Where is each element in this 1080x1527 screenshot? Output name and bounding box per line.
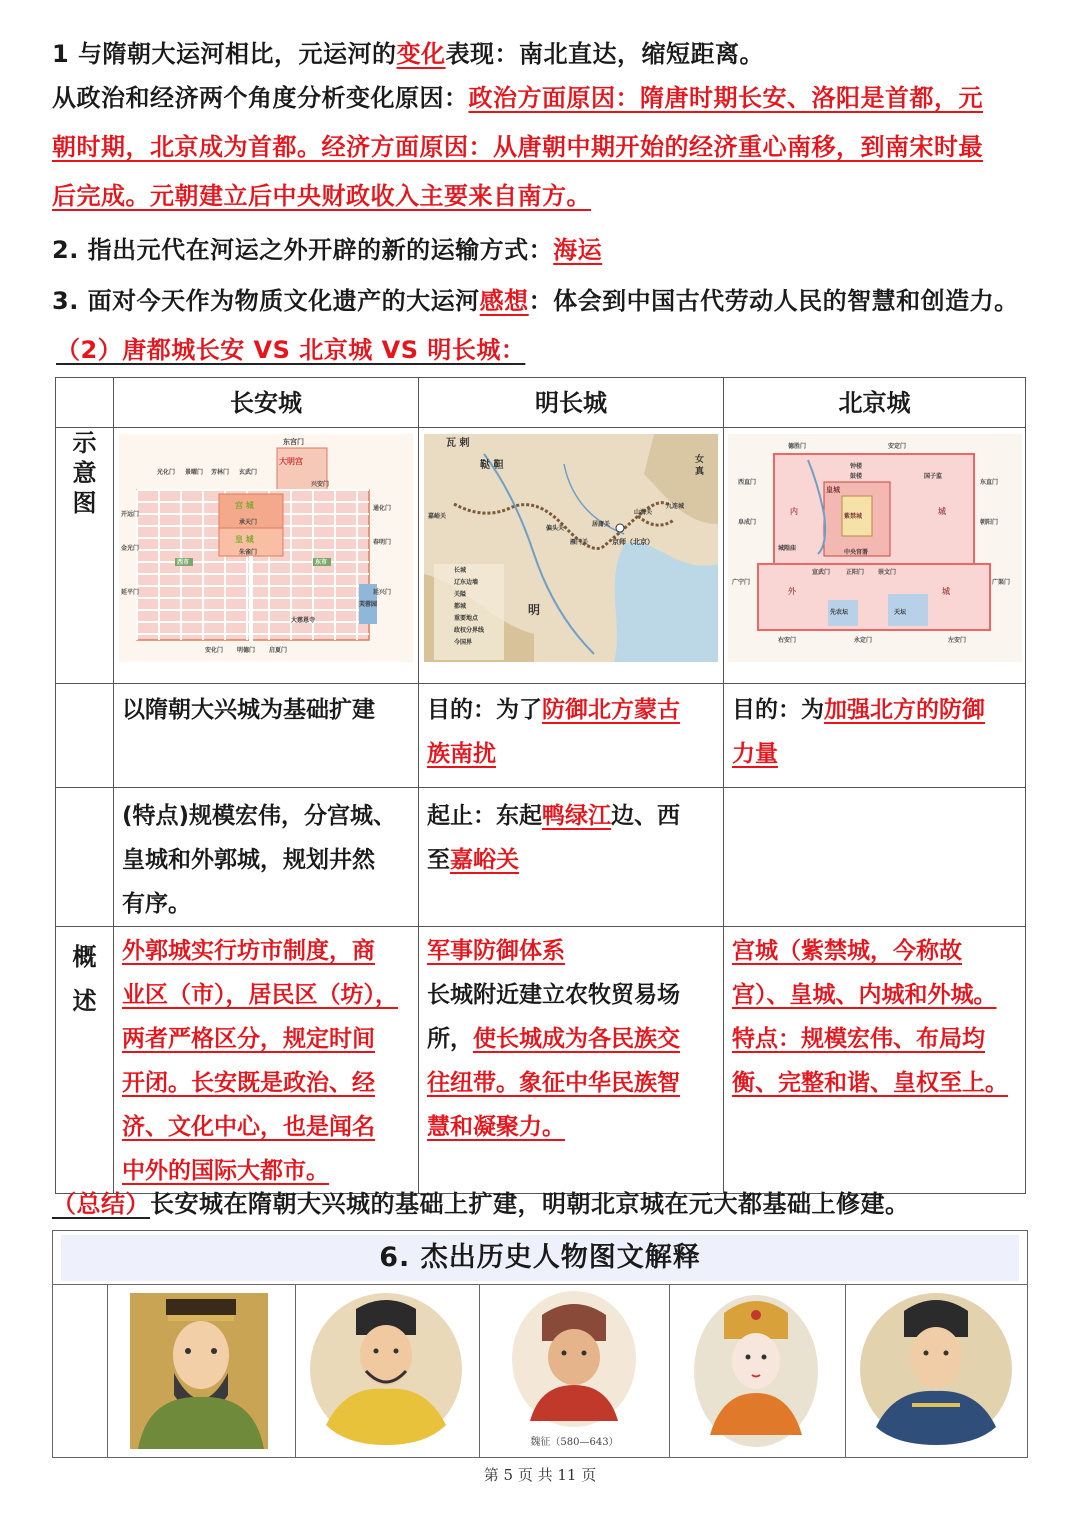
question-2 (52, 230, 602, 265)
bj-label-12: 右安门 (777, 637, 796, 644)
changan-purpose-text: 以隋朝大兴城为基础扩建 (122, 697, 375, 723)
changan-overview-line-4: 济、文化中心，也是闻名 (122, 1114, 375, 1140)
greatwall-map-svg (424, 434, 718, 662)
portrait-cell-2 (295, 1285, 479, 1457)
gw-overview-3-answer: 使长城成为各民族交 (473, 1026, 680, 1052)
gw-label-9: 雁门关 (570, 539, 589, 546)
beijing-overview-line-2: 特点：规模宏伟、布局均 (732, 1026, 985, 1052)
gw-legend-1: 辽东边墙 (454, 579, 479, 586)
gw-feature-prefix: 起止：东起 (427, 803, 542, 829)
gw-label-7: 京师（北京） (612, 538, 654, 546)
reasons-answer-3: 后完成。元朝建立后中央财政收入主要来自南方。 (52, 182, 591, 210)
gw-legend-2: 关隘 (454, 591, 467, 598)
changan-label-7: 宫 城 (235, 501, 254, 510)
gw-label-10: 明 (528, 603, 541, 617)
bj-label-22: 天坛 (893, 609, 906, 616)
changan-map-cell (114, 428, 419, 684)
bj-label-19: 城 (937, 507, 946, 516)
gw-legend-4: 重要地点 (454, 615, 479, 622)
bj-label-5: 朝阳门 (979, 519, 998, 526)
portrait-cell-wuzetian (669, 1285, 845, 1457)
portrait-cell-5 (845, 1285, 1026, 1457)
changan-purpose (114, 684, 419, 788)
changan-overview-lines (122, 927, 410, 1193)
changan-overview-line-2: 两者严格区分，规定时间 (122, 1026, 375, 1052)
changan-label-16: 通化门 (373, 505, 392, 512)
row-label-overview-text (56, 927, 113, 1023)
row-label-char: 概 (72, 943, 97, 971)
changan-label-10: 朱雀门 (239, 549, 258, 556)
changan-map (119, 434, 413, 662)
beijing-purpose (724, 684, 1026, 788)
bj-label-14: 钟楼 (849, 463, 862, 470)
comparison-table (55, 377, 1026, 1194)
q1-suffix: 表现：南北直达，缩短距离。 (445, 40, 765, 68)
gw-overview-1: 军事防御体系 (427, 938, 565, 964)
summary-line (52, 1184, 910, 1219)
header-corner (56, 378, 114, 428)
changan-feature-3: 有序。 (122, 891, 191, 917)
greatwall-map-cell (419, 428, 724, 684)
row-label-overview (56, 927, 114, 1194)
changan-feature (114, 788, 419, 927)
changan-map-svg (119, 434, 413, 662)
changan-label-3: 景曜门 (185, 469, 204, 476)
changan-label-15: 延兴门 (373, 589, 392, 596)
question-3 (52, 281, 1019, 316)
table-header-row (56, 378, 1026, 428)
row-label-char: 图 (72, 489, 97, 517)
q2-answer: 海运 (553, 236, 603, 264)
subheading: （2）唐都城长安 VS 北京城 VS 明长城： (56, 336, 526, 364)
changan-overview (114, 927, 419, 1194)
changan-label-19: 启夏门 (269, 647, 288, 654)
portrait-wuzetian (670, 1285, 846, 1457)
gw-label-2: 女 真 (693, 454, 703, 476)
gw-legend (434, 564, 504, 660)
beijing-overview-line-3: 衡、完整和谐、皇权至上。 (732, 1070, 1008, 1096)
weizheng-caption: 魏征（580—643） (530, 1437, 619, 1448)
greatwall-map (424, 434, 718, 662)
q2-text: 2. 指出元代在河运之外开辟的新的运输方式： (52, 236, 554, 264)
bj-label-13: 左安门 (947, 637, 966, 644)
bj-label-6: 宣武门 (811, 569, 830, 576)
summary-text: 长安城在隋朝大兴城的基础上扩建，明朝北京城在元大都基础上修建。 (150, 1190, 910, 1218)
bj-label-11: 广渠门 (991, 579, 1010, 586)
changan-label-11: 开远门 (121, 511, 140, 518)
bj-label-17: 皇城 (825, 486, 840, 494)
bj-label-9: 永定门 (853, 637, 872, 644)
gw-purpose-answer-2: 族南扰 (427, 741, 496, 767)
gw-legend-6: 今国界 (454, 639, 473, 646)
changan-feature-1: (特点)规模宏伟，分宫城、 (122, 803, 397, 829)
greatwall-feature (419, 788, 724, 927)
summary-label: （总结） (52, 1190, 150, 1218)
gw-legend-0: 长城 (454, 567, 467, 574)
portrait-cell-emperor (107, 1285, 295, 1457)
row-label-char: 述 (72, 987, 97, 1015)
gw-overview-3-prefix: 所， (427, 1026, 473, 1052)
beijing-overview-line-0: 宫城（紫禁城，今称故 (732, 938, 962, 964)
gw-legend-3: 都城 (454, 603, 467, 610)
bj-label-15: 鼓楼 (849, 473, 862, 480)
gw-feature-answer-1: 鸭绿江 (542, 803, 611, 829)
bj-label-18: 内 (789, 507, 798, 516)
changan-label-2: 光化门 (157, 469, 176, 476)
portrait-xuanzong (846, 1285, 1027, 1457)
bj-label-25: 中央官署 (843, 549, 868, 556)
changan-label-0: 东宫门 (283, 438, 304, 446)
beijing-overview-lines (732, 927, 1017, 1105)
changan-label-21: 芙蓉园 (359, 601, 378, 608)
section-6-title: 6. 杰出历史人物图文解释 (61, 1235, 1019, 1281)
beijing-map (728, 434, 1022, 662)
bj-purpose-answer-2: 力量 (732, 741, 778, 767)
changan-label-20: 大慈恩寺 (291, 617, 316, 624)
portrait-cell-blank (53, 1285, 107, 1457)
gw-purpose-prefix: 目的：为了 (427, 697, 542, 723)
gw-label-3: 嘉峪关 (428, 513, 447, 520)
changan-label-6: 兴安门 (311, 481, 330, 488)
portrait-cell-weizheng (479, 1285, 669, 1457)
bj-label-21: 城 (941, 587, 950, 596)
feature-row (56, 788, 1026, 927)
changan-overview-line-5: 中外的国际大都市。 (122, 1158, 329, 1184)
section-6-header (52, 1230, 1028, 1286)
feature-side (56, 788, 114, 927)
bj-label-4: 阜成门 (737, 519, 756, 526)
gw-overview-5: 慧和凝聚力。 (427, 1114, 565, 1140)
greatwall-overview (419, 927, 724, 1194)
reasons-answer-1: 政治方面原因：隋唐时期长安、洛阳是首都，元 (468, 84, 983, 112)
changan-label-9: 皇 城 (235, 535, 254, 544)
gw-label-1: 鞑 靼 (480, 460, 504, 471)
q1-prefix: 1 与隋朝大运河相比，元运河的 (52, 40, 397, 68)
changan-overview-line-3: 开闭。长安既是政治、经 (122, 1070, 375, 1096)
gw-label-5: 九连城 (666, 503, 685, 510)
bj-label-23: 先农坛 (829, 609, 848, 616)
purpose-row (56, 684, 1026, 788)
page-footer: 第 5 页 共 11 页 (483, 1466, 597, 1484)
changan-label-8: 承天门 (239, 519, 258, 526)
reasons-paragraph (52, 74, 1032, 221)
bj-label-26: 城隍庙 (777, 545, 796, 552)
changan-label-13: 延平门 (121, 589, 140, 596)
gw-label-0: 瓦 剌 (446, 438, 470, 449)
reasons-answer-2: 朝时期，北京成为首都。经济方面原因：从唐朝中期开始的经济重心南移，到南宋时最 (52, 133, 983, 161)
beijing-feature (724, 788, 1026, 927)
bj-label-7: 正阳门 (845, 569, 864, 576)
changan-label-1: 大明宫 (279, 457, 303, 466)
overview-row (56, 927, 1026, 1194)
bj-label-2: 西直门 (737, 479, 756, 486)
bj-label-24: 国子监 (923, 473, 942, 480)
bj-purpose-prefix: 目的：为 (732, 697, 824, 723)
q1-keyword: 变化 (396, 40, 446, 68)
changan-overview-line-1: 业区（市），居民区（坊）， (122, 982, 398, 1008)
bj-label-16: 紫禁城 (843, 513, 862, 520)
gw-overview-2: 长城附近建立农牧贸易场 (427, 982, 680, 1008)
portrait-emperor (108, 1285, 296, 1457)
gw-feature-prefix-2: 至 (427, 847, 450, 873)
beijing-overview-line-1: 宫）、皇城、内城和外城。 (732, 982, 997, 1008)
changan-label-17: 安化门 (205, 647, 224, 654)
portrait-weizheng (480, 1285, 670, 1435)
row-label-char: 示 (72, 429, 97, 457)
beijing-overview (724, 927, 1026, 1194)
beijing-map-cell (724, 428, 1026, 684)
gw-feature-suffix: 边、西 (611, 803, 680, 829)
bj-label-10: 广宁门 (731, 579, 750, 586)
bj-label-0: 德胜门 (787, 443, 806, 450)
gw-label-8: 偏头关 (546, 525, 565, 532)
header-greatwall: 明长城 (419, 378, 724, 428)
q3-prefix: 3. 面对今天作为物质文化遗产的大运河 (52, 287, 480, 315)
bj-purpose-answer-1: 加强北方的防御 (824, 697, 985, 723)
diagram-row (56, 428, 1026, 684)
q3-suffix: ：体会到中国古代劳动人民的智慧和创造力。 (528, 287, 1019, 315)
changan-label-22: 西市 (177, 559, 190, 566)
q3-keyword: 感想 (479, 287, 529, 315)
changan-label-4: 芳林门 (211, 469, 230, 476)
portrait-taizong (296, 1285, 480, 1457)
bj-label-3: 东直门 (979, 479, 998, 486)
header-beijing: 北京城 (724, 378, 1026, 428)
row-label-diagram (56, 428, 114, 684)
row-label-char: 意 (72, 459, 97, 487)
purpose-side (56, 684, 114, 788)
gw-purpose-answer-1: 防御北方蒙古 (542, 697, 680, 723)
gw-label-4: 山海关 (634, 509, 653, 516)
changan-label-23: 东市 (315, 559, 328, 566)
question-1 (52, 34, 764, 69)
changan-label-12: 金光门 (121, 545, 140, 552)
gw-overview-4: 往纽带。象征中华民族智 (427, 1070, 680, 1096)
greatwall-purpose (419, 684, 724, 788)
changan-label-18: 明德门 (237, 647, 256, 654)
bj-label-8: 崇文门 (877, 569, 896, 576)
row-label-diagram-text (56, 428, 113, 518)
reasons-prompt: 从政治和经济两个角度分析变化原因： (52, 84, 469, 112)
gw-feature-answer-2: 嘉峪关 (450, 847, 519, 873)
header-changan: 长安城 (114, 378, 419, 428)
bj-label-20: 外 (787, 587, 796, 596)
changan-overview-line-0: 外郭城实行坊市制度，商 (122, 938, 375, 964)
portrait-strip (52, 1284, 1028, 1458)
beijing-map-svg (728, 434, 1022, 662)
gw-label-6: 居庸关 (592, 521, 611, 528)
changan-label-5: 玄武门 (239, 469, 258, 476)
gw-legend-5: 政权分界线 (454, 627, 485, 634)
changan-feature-2: 皇城和外郭城，规划井然 (122, 847, 375, 873)
changan-label-14: 春明门 (373, 539, 392, 546)
bj-label-1: 安定门 (887, 443, 906, 450)
